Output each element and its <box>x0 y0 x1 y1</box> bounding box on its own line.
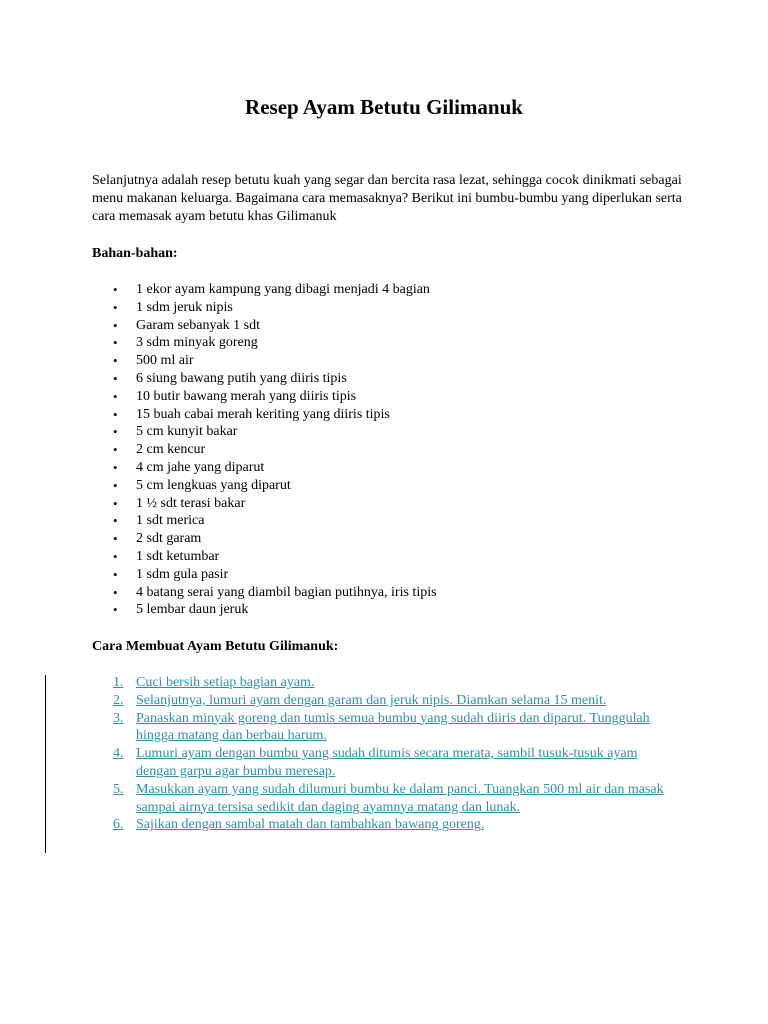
step-item-5[interactable] <box>0 781 681 817</box>
ingredient-text: 1 ekor ayam kampung yang dibagi menjadi 4 bagian <box>136 282 430 297</box>
bullet-icon: • <box>113 531 118 547</box>
step-number: 4. <box>113 746 124 762</box>
step-link[interactable]: Cuci bersih setiap bagian ayam. <box>136 675 315 690</box>
bullet-icon: • <box>113 370 118 386</box>
ingredient-text: 500 ml air <box>136 353 194 369</box>
ingredient-text: 6 siung bawang putih yang diiris tipis <box>136 370 347 386</box>
step-item-6[interactable] <box>0 816 681 834</box>
ingredient-text: 1 ½ sdt terasi bakar <box>136 495 246 511</box>
ingredient-text: 4 cm jahe yang diparut <box>136 459 265 475</box>
bullet-icon: • <box>113 459 118 475</box>
bullet-icon: • <box>113 513 118 529</box>
ingredient-text: 2 sdt garam <box>136 531 202 547</box>
bullet-icon: • <box>113 566 118 582</box>
ingredient-text: 5 cm kunyit bakar <box>136 424 238 440</box>
steps-list <box>0 674 681 834</box>
ingredient-text: 1 sdt merica <box>136 513 205 529</box>
step-link[interactable]: Selanjutnya, lumuri ayam dengan garam dan jeruk nipis. Diamkan selama 15 menit. <box>136 692 607 708</box>
ingredient-text: 1 sdm gula pasir <box>136 566 229 582</box>
step-item-1[interactable] <box>0 674 681 692</box>
bullet-icon: • <box>113 495 118 511</box>
step-number: 5. <box>113 781 124 797</box>
bullet-icon: • <box>113 548 118 564</box>
bullet-icon: • <box>113 353 118 369</box>
step-link[interactable]: Panaskan minyak goreng dan tumis semua bumbu yang sudah diiris dan diparut. Tunggulah hingga matang dan berbau harum. <box>136 710 650 744</box>
ingredient-text: 15 buah cabai merah keriting yang diiris tipis <box>136 406 390 422</box>
ingredient-text: 1 sdm jeruk nipis <box>136 299 233 315</box>
bullet-icon: • <box>113 406 118 422</box>
bullet-icon: • <box>113 584 118 600</box>
step-number: 6. <box>113 817 124 833</box>
bullet-icon: • <box>113 442 118 458</box>
step-link[interactable]: Lumuri ayam dengan bumbu yang sudah ditumis secara merata, sambil tusuk-tusuk ayam dengan garpu agar bumbu meresap. <box>136 746 638 779</box>
bullet-icon: • <box>113 388 118 404</box>
step-item-3[interactable] <box>0 710 681 746</box>
steps-heading: Cara Membuat Ayam Betutu Gilimanuk: <box>92 639 339 654</box>
bullet-icon: • <box>113 477 118 493</box>
page-title: Resep Ayam Betutu Gilimanuk <box>245 95 523 119</box>
step-link[interactable]: Masukkan ayam yang sudah dilumuri bumbu ke dalam panci. Tuangkan 500 ml air dan masak sampai airnya tersisa sedikit dan daging ayamnya matang dan lunak. <box>136 781 664 815</box>
ingredient-text: 5 cm lengkuas yang diparut <box>136 477 291 493</box>
ingredient-text: 4 batang serai yang diambil bagian putihnya, iris tipis <box>136 584 437 600</box>
step-item-4[interactable] <box>0 745 681 781</box>
ingredient-text: 3 sdm minyak goreng <box>136 335 258 351</box>
ingredient-text: 10 butir bawang merah yang diiris tipis <box>136 388 357 404</box>
bullet-icon: • <box>113 602 118 618</box>
ingredient-text: 5 lembar daun jeruk <box>136 602 249 618</box>
step-item-2[interactable] <box>0 692 681 710</box>
step-number: 1. <box>113 675 124 690</box>
bullet-icon: • <box>113 335 118 351</box>
intro-paragraph: Selanjutnya adalah resep betutu kuah yang segar dan bercita rasa lezat, sehingga cocok dinikmati sebagai menu makanan keluarga. Bagaimana cara memasaknya? Berikut ini bumbu-bumbu yang diperlukan serta cara memasak ayam betutu khas Gilimanuk <box>92 173 682 224</box>
step-number: 2. <box>113 692 124 708</box>
step-number: 3. <box>113 710 124 726</box>
bullet-icon: • <box>113 317 118 333</box>
ingredient-text: Garam sebanyak 1 sdt <box>136 317 261 333</box>
step-link[interactable]: Sajikan dengan sambal matah dan tambahkan bawang goreng. <box>136 817 485 833</box>
bullet-icon: • <box>113 282 118 297</box>
ingredient-text: 1 sdt ketumbar <box>136 548 220 564</box>
ingredient-text: 2 cm kencur <box>136 442 206 458</box>
bullet-icon: • <box>113 299 118 315</box>
bullet-icon: • <box>113 424 118 440</box>
ingredients-heading: Bahan-bahan: <box>92 246 178 261</box>
